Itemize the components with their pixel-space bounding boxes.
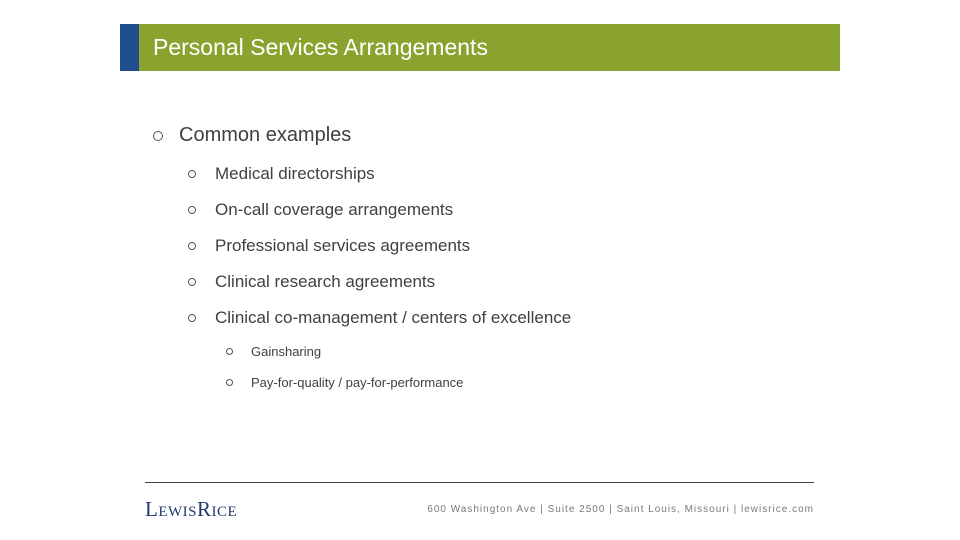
title-accent-bar: [120, 24, 139, 71]
bullet-icon: [153, 131, 163, 141]
bullet-icon: [226, 348, 233, 355]
bullet-icon: [188, 206, 196, 214]
bullet-icon: [188, 242, 196, 250]
bullet-icon: [188, 314, 196, 322]
footer-divider: [145, 482, 814, 483]
footer-address: 600 Washington Ave | Suite 2500 | Saint Louis, Missouri | lewisrice.com: [427, 504, 814, 515]
list-item-on-call-coverage: On-call coverage arrangements: [215, 200, 454, 219]
list-item-pay-for-quality: Pay-for-quality / pay-for-performance: [251, 375, 464, 390]
list-item-medical-directorships: Medical directorships: [215, 164, 375, 183]
list-item-clinical-co-management: Clinical co-management / centers of excellence: [215, 308, 572, 327]
list-item-professional-services: Professional services agreements: [215, 236, 471, 255]
slide-title: Personal Services Arrangements: [153, 34, 488, 60]
list-item-clinical-research: Clinical research agreements: [215, 272, 436, 291]
bullet-level1-common-examples: Common examples: [179, 124, 352, 146]
list-item-gainsharing: Gainsharing: [251, 344, 322, 359]
bullet-icon: [226, 379, 233, 386]
title-bar: [120, 24, 840, 71]
lewisrice-logo: LEWISRICE: [145, 497, 238, 521]
bullet-icon: [188, 278, 196, 286]
bullet-icon: [188, 170, 196, 178]
